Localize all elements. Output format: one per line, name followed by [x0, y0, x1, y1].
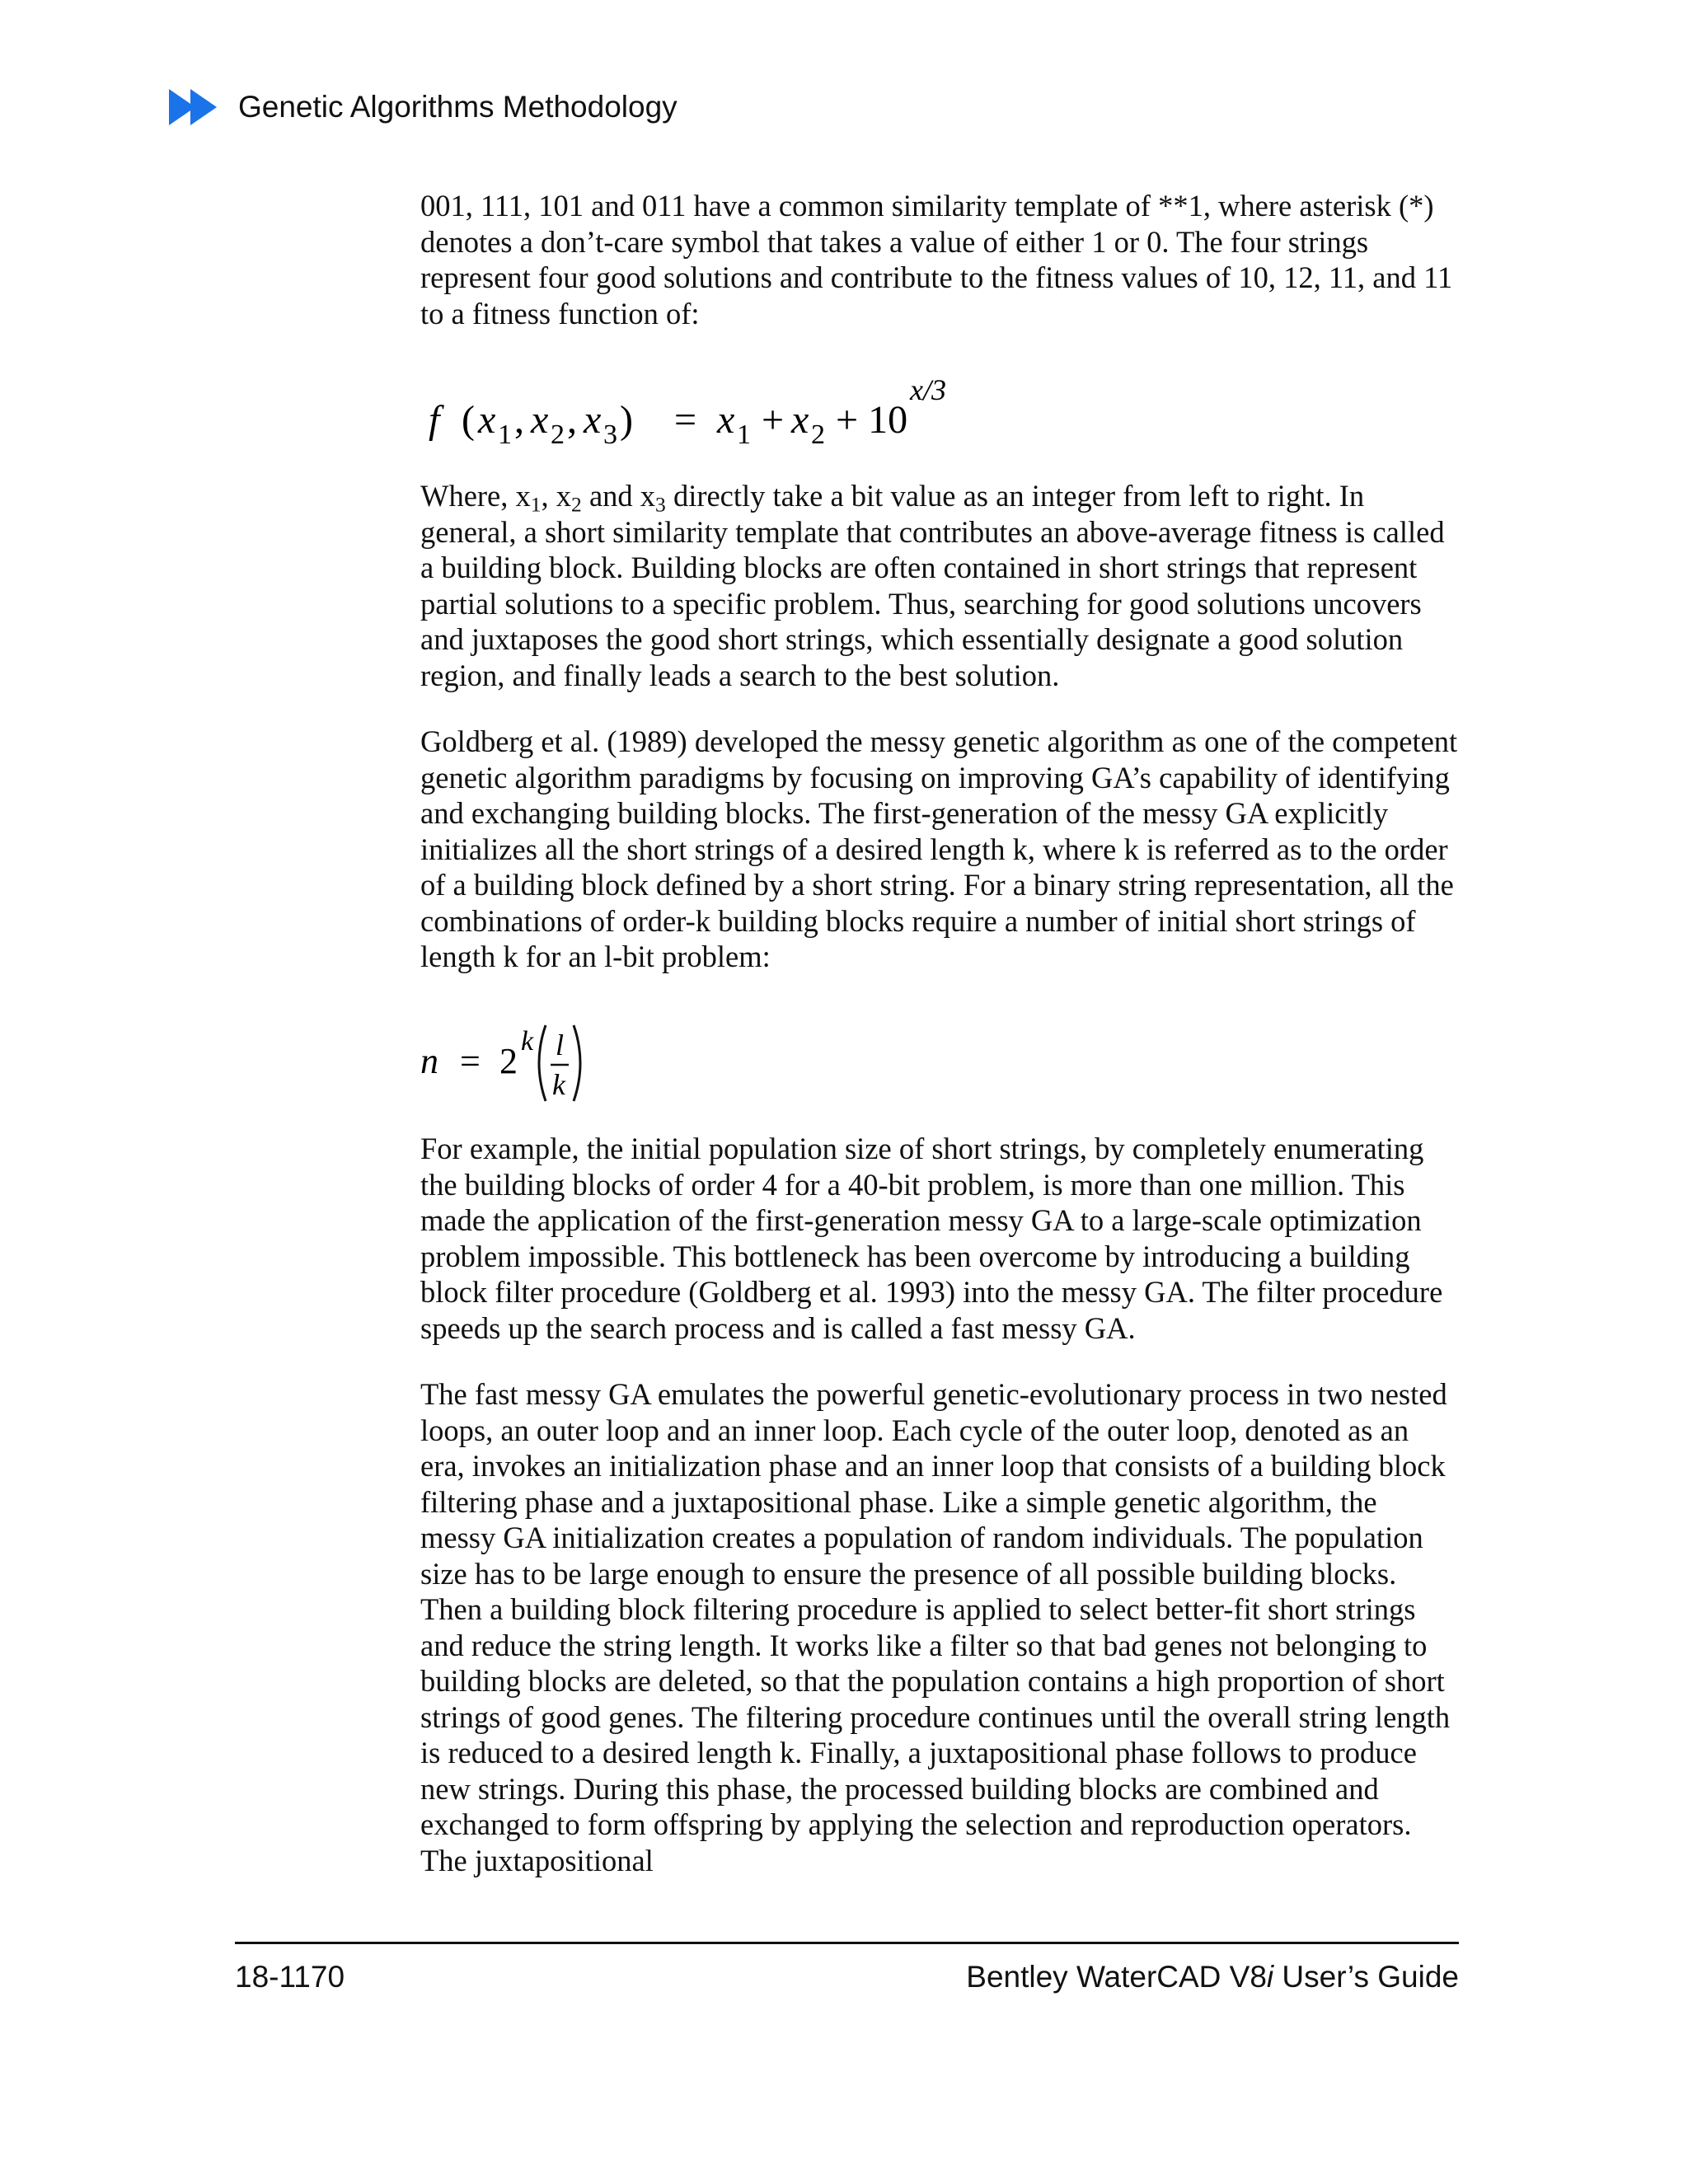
svg-text:l: l	[556, 1029, 565, 1062]
page-number: 18-1170	[235, 1960, 345, 1994]
equation-fitness	[420, 363, 1459, 478]
svg-text:3: 3	[603, 419, 617, 450]
equation-population-graphic	[420, 999, 668, 1122]
paragraph-4: For example, the initial population size of short strings, by completely enumerating the building blocks of order 4 for a 40-bit problem, is more than one million. This made the application of the first-generation messy GA to a large-scale optimization problem impossible. This bottleneck has been overcome by introducing a building block filter procedure (Goldberg et al. 1993) into the messy GA. The filter procedure speeds up the search process and is called a fast messy GA.	[420, 1132, 1443, 1345]
section-title: Genetic Algorithms Methodology	[238, 90, 678, 124]
svg-text:2: 2	[499, 1041, 518, 1081]
paragraph-2: Where, $x_1$, $x_2$ and $x_3$ directly take a bit value as an integer from left to right. In general, a short similarity template that contributes an above-average fitness is called a building block. Building blocks are often contained in short strings that represent partial solutions to a specific problem. Thus, searching for good solutions uncovers and juxtaposes the good short strings, which essentially designate a good solution region, and finally leads a search to the best solution.	[420, 479, 1445, 692]
svg-text:x: x	[531, 398, 549, 442]
svg-text:): )	[620, 398, 633, 442]
svg-text:(: (	[462, 398, 475, 442]
running-header	[169, 87, 678, 128]
svg-text:=: =	[674, 398, 697, 442]
paragraph-5: The fast messy GA emulates the powerful genetic-evolutionary process in two nested loops, an outer loop and an inner loop. Each cycle of the outer loop, denoted as an era, invokes an initialization phase and an inner loop that consists of a building block filtering phase and a juxtapositional phase. Like a simple genetic algorithm, the messy GA initialization creates a population of random individuals. The population size has to be large enough to ensure the presence of all possible building blocks. Then a building block filtering procedure is applied to select better-fit short strings and reduce the string length. It works like a filter so that bad genes not belonging to building blocks are deleted, so that the population contains a high proportion of short strings of good genes. The filtering procedure continues until the overall string length is reduced to a desired length k. Finally, a juxtapositional phase follows to produce new strings. During this phase, the processed building blocks are combined and exchanged to form offspring by applying the selection and reproduction operators. The juxtapositional	[420, 1377, 1451, 1877]
svg-text:1: 1	[498, 419, 512, 450]
body-text	[420, 188, 1459, 1878]
svg-text:+: +	[762, 398, 785, 442]
svg-text:f: f	[429, 398, 440, 442]
svg-text:,: ,	[514, 398, 524, 442]
svg-text:1: 1	[737, 419, 751, 450]
footer-rule	[235, 1942, 1459, 1944]
svg-text:x: x	[717, 398, 735, 442]
svg-text:x: x	[791, 398, 809, 442]
paragraph-3: Goldberg et al. (1989) developed the messy genetic algorithm as one of the competent genetic algorithm paradigms by focusing on improving GA’s capability of identifying and exchanging building blocks. The first-generation of the messy GA explicitly initializes all the short strings of a desired length k, where k is referred as to the order of a building block defined by a short string. For a binary string representation, all the combinations of order-k building blocks require a number of initial short strings of length k for an l-bit problem:	[420, 724, 1458, 973]
double-arrow-icon	[169, 89, 222, 125]
svg-text:2: 2	[811, 419, 825, 450]
svg-text:,: ,	[567, 398, 577, 442]
paragraph-1: 001, 111, 101 and 011 have a common similarity template of **1, where asterisk (*) denotes a don’t-care symbol that takes a value of either 1 or 0. The four strings represent four good solutions and contribute to the fitness values of 10, 12, 11, and 11 to a fitness function of:	[420, 189, 1453, 330]
svg-text:+ 10: + 10	[836, 398, 908, 442]
svg-text:x/3: x/3	[910, 373, 946, 406]
svg-text:k: k	[521, 1026, 534, 1057]
svg-text:k: k	[552, 1068, 565, 1101]
equation-population	[420, 999, 1459, 1131]
svg-text:=: =	[460, 1041, 481, 1081]
svg-text:n: n	[420, 1041, 438, 1081]
equation-fitness-graphic	[429, 363, 1022, 462]
svg-text:x: x	[478, 398, 496, 442]
svg-text:x: x	[584, 398, 602, 442]
svg-text:2: 2	[551, 419, 565, 450]
guide-title: Bentley WaterCAD V8i User’s Guide	[966, 1960, 1459, 1994]
